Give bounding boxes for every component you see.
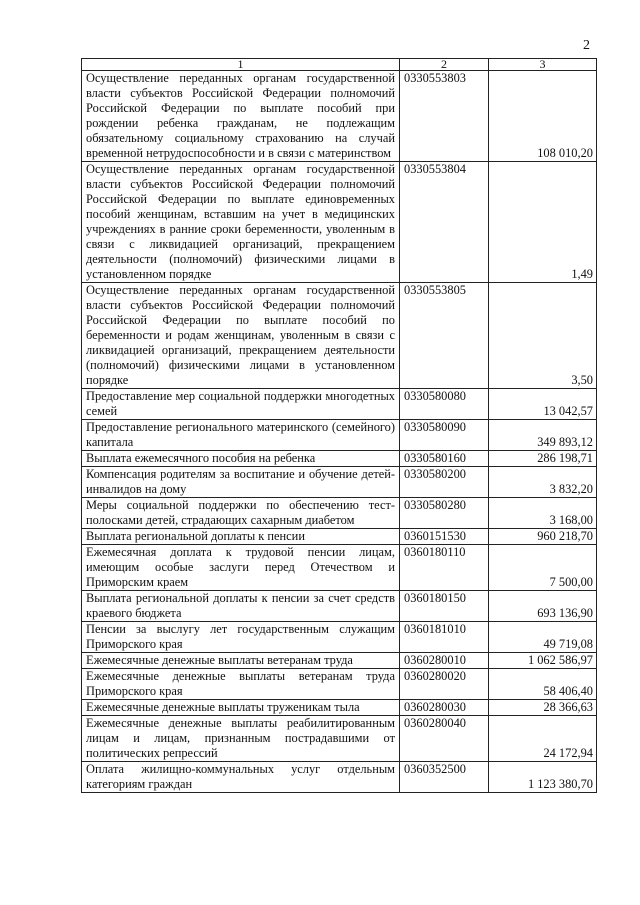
table-row	[82, 71, 597, 162]
table-row	[82, 716, 597, 762]
column-header-2: 2	[400, 59, 489, 71]
row-name: Ежемесячные денежные выплаты ветеранам труда	[82, 653, 400, 669]
row-code: 0330580280	[400, 498, 489, 529]
row-name: Меры социальной поддержки по обеспечению тест-полосками детей, страдающих сахарным диабетом	[82, 498, 400, 529]
table-row	[82, 700, 597, 716]
table-row	[82, 762, 597, 793]
row-name: Осуществление переданных органам государственной власти субъектов Российской Федерации полномочий Российской Федерации по выплате пособий при рождении ребенка гражданам, не подлежащим обязательному социальному страхованию на случай временной нетрудоспособности и в связи с материнством	[82, 71, 400, 162]
table-row	[82, 451, 597, 467]
row-code: 0360151530	[400, 529, 489, 545]
row-code: 0330580080	[400, 389, 489, 420]
row-name: Предоставление регионального материнского (семейного) капитала	[82, 420, 400, 451]
row-amount: 3,50	[489, 283, 597, 389]
table-row	[82, 162, 597, 283]
row-amount: 28 366,63	[489, 700, 597, 716]
row-amount: 3 832,20	[489, 467, 597, 498]
row-amount: 1 123 380,70	[489, 762, 597, 793]
row-code: 0360352500	[400, 762, 489, 793]
table-row	[82, 622, 597, 653]
row-name: Оплата жилищно-коммунальных услуг отдельным категориям граждан	[82, 762, 400, 793]
row-name: Выплата региональной доплаты к пенсии за счет средств краевого бюджета	[82, 591, 400, 622]
row-amount: 1 062 586,97	[489, 653, 597, 669]
row-name: Пенсии за выслугу лет государственным служащим Приморского края	[82, 622, 400, 653]
row-code: 0360180150	[400, 591, 489, 622]
row-name: Компенсация родителям за воспитание и обучение детей-инвалидов на дому	[82, 467, 400, 498]
table-row	[82, 591, 597, 622]
row-code: 0360180110	[400, 545, 489, 591]
row-name: Выплата региональной доплаты к пенсии	[82, 529, 400, 545]
row-name: Ежемесячные денежные выплаты реабилитированным лицам и лицам, признанным пострадавшими от политических репрессий	[82, 716, 400, 762]
row-name: Ежемесячная доплата к трудовой пенсии лицам, имеющим особые заслуги перед Отечеством и Приморским краем	[82, 545, 400, 591]
row-amount: 286 198,71	[489, 451, 597, 467]
row-name: Ежемесячные денежные выплаты ветеранам труда Приморского края	[82, 669, 400, 700]
row-amount: 3 168,00	[489, 498, 597, 529]
row-amount: 349 893,12	[489, 420, 597, 451]
row-amount: 58 406,40	[489, 669, 597, 700]
expenditure-table	[81, 58, 597, 793]
row-code: 0330580200	[400, 467, 489, 498]
row-amount: 1,49	[489, 162, 597, 283]
table-row	[82, 653, 597, 669]
table-row	[82, 545, 597, 591]
table-row	[82, 498, 597, 529]
row-amount: 13 042,57	[489, 389, 597, 420]
row-code: 0360280010	[400, 653, 489, 669]
table-row	[82, 283, 597, 389]
table-row	[82, 669, 597, 700]
row-code: 0330553805	[400, 283, 489, 389]
row-code: 0330553804	[400, 162, 489, 283]
row-code: 0360181010	[400, 622, 489, 653]
row-code: 0330580090	[400, 420, 489, 451]
column-header-3: 3	[489, 59, 597, 71]
table-row	[82, 389, 597, 420]
table-row	[82, 529, 597, 545]
page-number: 2	[583, 38, 590, 53]
column-header-1: 1	[82, 59, 400, 71]
table-header-row	[82, 59, 597, 71]
row-name: Осуществление переданных органам государственной власти субъектов Российской Федерации полномочий Российской Федерации по выплате пособий по беременности и родам женщинам, уволенным в связи с ликвидацией организаций, прекращением деятельности (полномочий) физическими лицами в установленном порядке	[82, 283, 400, 389]
row-code: 0360280020	[400, 669, 489, 700]
row-amount: 49 719,08	[489, 622, 597, 653]
row-amount: 108 010,20	[489, 71, 597, 162]
row-code: 0330580160	[400, 451, 489, 467]
table-row	[82, 420, 597, 451]
row-amount: 7 500,00	[489, 545, 597, 591]
row-amount: 960 218,70	[489, 529, 597, 545]
row-amount: 24 172,94	[489, 716, 597, 762]
row-name: Осуществление переданных органам государственной власти субъектов Российской Федерации полномочий Российской Федерации по выплате единовременных пособий женщинам, вставшим на учет в медицинских учреждениях в ранние сроки беременности, уволенным в связи с ликвидацией организаций, прекращением деятельности (полномочий) физическими лицами в установленном порядке	[82, 162, 400, 283]
row-name: Предоставление мер социальной поддержки многодетных семей	[82, 389, 400, 420]
table-row	[82, 467, 597, 498]
row-name: Выплата ежемесячного пособия на ребенка	[82, 451, 400, 467]
row-amount: 693 136,90	[489, 591, 597, 622]
row-code: 0330553803	[400, 71, 489, 162]
row-code: 0360280030	[400, 700, 489, 716]
row-code: 0360280040	[400, 716, 489, 762]
row-name: Ежемесячные денежные выплаты труженикам тыла	[82, 700, 400, 716]
